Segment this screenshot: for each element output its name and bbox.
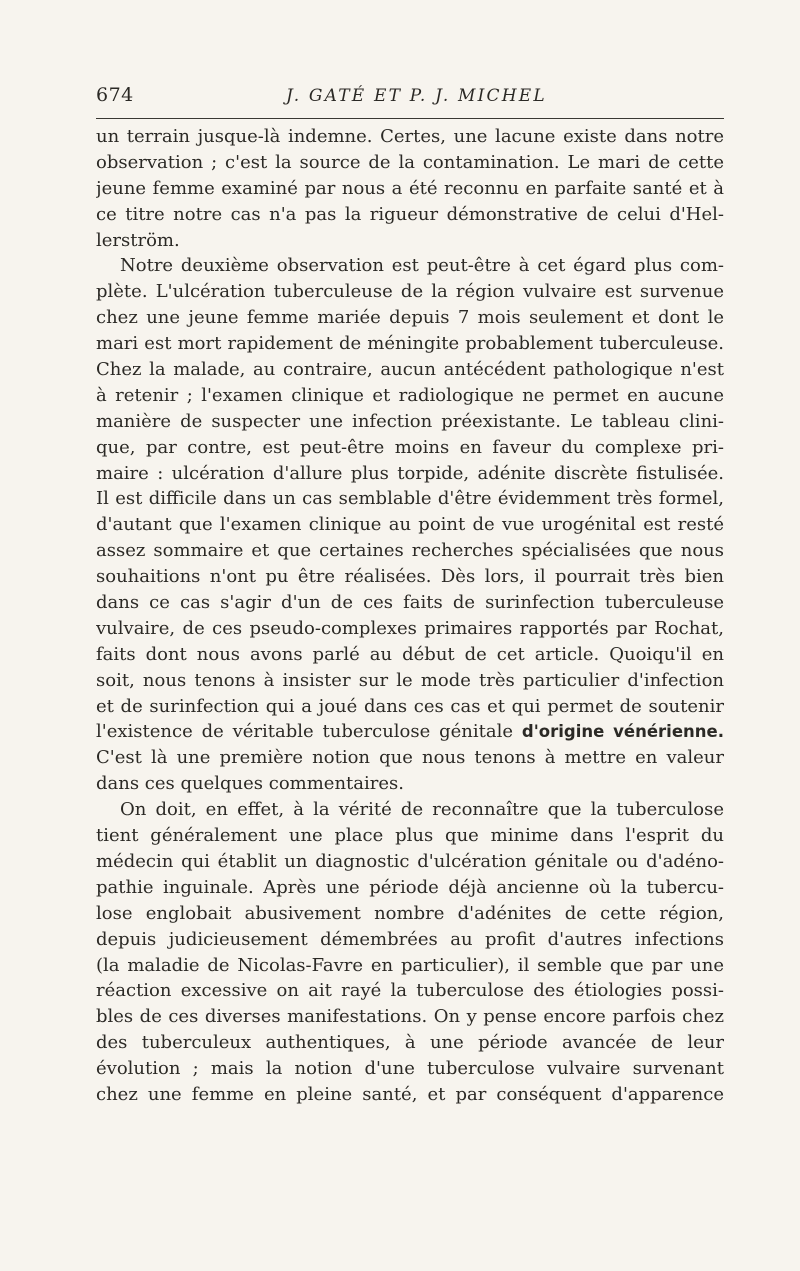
text-line: Notre deuxième observation est peut-être à cet égard plus com- <box>120 255 724 277</box>
text-line: des tuberculeux authentiques, à une période avancée de leur <box>96 1032 724 1054</box>
text-line: un terrain jusque-là indemne. Certes, une lacune existe dans notre <box>96 126 724 147</box>
text-line: chez une jeune femme mariée depuis 7 mois seulement et dont le <box>96 307 724 329</box>
text-line: manière de suspecter une infection préexistante. Le tableau clini- <box>96 410 724 432</box>
text-line: évolution ; mais la notion d'une tuberculose vulvaire survenant <box>96 1058 724 1080</box>
text-line: mari est mort rapidement de méningite probablement tuberculeuse. <box>96 333 724 355</box>
text-line: depuis judicieusement démembrées au profit d'autres infections <box>96 928 724 950</box>
text-line: Il est difficile dans un cas semblable d'être évidemment très formel, <box>96 488 724 510</box>
text-line: réaction excessive on ait rayé la tuberculose des étiologies possi- <box>96 980 724 1002</box>
header-rule <box>96 118 724 119</box>
running-head: J. GATÉ ET P. J. MICHEL <box>286 86 547 106</box>
text-line: lerström. <box>96 229 180 251</box>
text-segment: l'existence de véritable tuberculose génitale <box>96 721 514 743</box>
text-line: dans ce cas s'agir d'un de ces faits de surinfection tuberculeuse <box>96 592 724 614</box>
text-line-with-emphasis <box>96 719 724 745</box>
text-line: maire : ulcération d'allure plus torpide, adénite discrète fistulisée. <box>96 462 724 484</box>
body-text <box>96 124 724 1108</box>
text-line: souhaitions n'ont pu être réalisées. Dès lors, il pourrait très bien <box>96 566 724 588</box>
text-line: C'est là une première notion que nous tenons à mettre en valeur <box>96 747 724 769</box>
text-line: faits dont nous avons parlé au début de cet article. Quoiqu'il en <box>96 643 724 665</box>
text-line: dans ces quelques commentaires. <box>96 773 404 795</box>
text-line: On doit, en effet, à la vérité de reconnaître que la tuberculose <box>120 799 724 821</box>
text-line: d'autant que l'examen clinique au point de vue urogénital est resté <box>96 514 724 536</box>
text-line: observation ; c'est la source de la contamination. Le mari de cette <box>96 151 724 173</box>
text-line: ce titre notre cas n'a pas la rigueur démonstrative de celui d'Hel- <box>96 203 724 225</box>
text-line: à retenir ; l'examen clinique et radiologique ne permet en aucune <box>96 384 724 406</box>
text-line: bles de ces diverses manifestations. On y pense encore parfois chez <box>96 1006 724 1028</box>
text-line: que, par contre, est peut-être moins en faveur du complexe pri- <box>96 436 724 458</box>
text-line: Chez la malade, au contraire, aucun antécédent pathologique n'est <box>96 359 724 381</box>
text-line: chez une femme en pleine santé, et par conséquent d'apparence <box>96 1083 724 1105</box>
text-line: lose englobait abusivement nombre d'adénites de cette région, <box>96 902 724 924</box>
text-line: vulvaire, de ces pseudo-complexes primaires rapportés par Rochat, <box>96 617 724 639</box>
text-line: assez sommaire et que certaines recherches spécialisées que nous <box>96 540 724 562</box>
text-line: jeune femme examiné par nous a été reconnu en parfaite santé et à <box>96 177 724 199</box>
text-line: plète. L'ulcération tuberculeuse de la région vulvaire est survenue <box>96 281 724 303</box>
page-header <box>96 84 724 114</box>
text-line: et de surinfection qui a joué dans ces cas et qui permet de soutenir <box>96 695 724 717</box>
text-line: médecin qui établit un diagnostic d'ulcération génitale ou d'adéno- <box>96 850 724 872</box>
text-line: pathie inguinale. Après une période déjà ancienne où la tubercu- <box>96 876 724 898</box>
text-line: (la maladie de Nicolas-Favre en particulier), il semble que par une <box>96 954 724 976</box>
text-line: soit, nous tenons à insister sur le mode très particulier d'infection <box>96 669 724 691</box>
text-line: tient généralement une place plus que minime dans l'esprit du <box>96 825 724 847</box>
page-number: 674 <box>96 84 134 106</box>
emphasis-text: d'origine vénérienne. <box>521 722 724 742</box>
